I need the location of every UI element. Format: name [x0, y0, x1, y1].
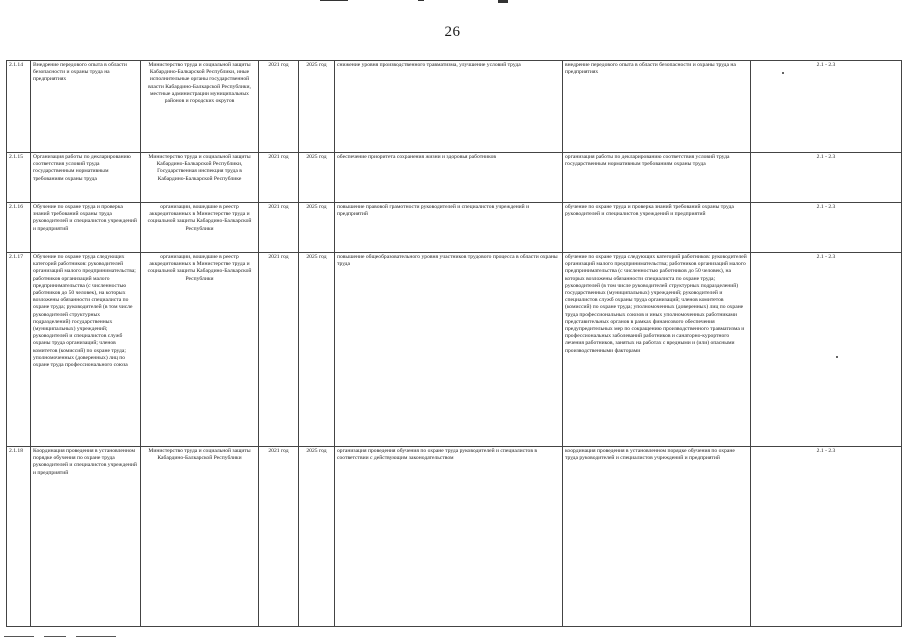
end-year: 2025 год: [299, 447, 335, 627]
scan-speck: [836, 356, 838, 358]
table-row: [7, 253, 902, 447]
end-year: 2025 год: [299, 203, 335, 253]
table-row: [7, 61, 902, 153]
expected-result: обеспечение приоритета сохранения жизни и здоровья работников: [335, 153, 563, 203]
end-year: 2025 год: [299, 61, 335, 153]
activity-content: обучение по охране труда следующих категорий работников: руководителей организаций малого предпринимательства; работников организаций малого предпринимательства (с численностью работников до 50 человек), на которых возложены обязанности специалиста по охране труда; руководителей (в том числе руководителей структурных подразделений) государственных (муниципальных) учреждений; руководителей и специалистов служб охраны труда организаций; членов комитетов (комиссий) по охране труда; уполномоченных (доверенных) лиц по охране труда профессиональных союзов и иных уполномоченных работниками представительных органов в рамках финансового обеспечения предупредительных мер по сокращению производственного травматизма и профессиональных заболеваний работников и санаторно-курортного лечения работников, занятых на работах с вредными и (или) опасными производственными факторами: [563, 253, 751, 447]
activity-name: Обучение по охране труда и проверка знаний требований охраны труда руководителей и специалистов учреждений и предприятий: [31, 203, 141, 253]
start-year: 2021 год: [259, 203, 299, 253]
executor: организации, вошедшие в реестр аккредитованных в Министерстве труда и социальной защиты Кабардино-Балкарской Республики: [141, 253, 259, 447]
activity-name: Организация работы по декларированию соответствия условий труда государственным нормативным требованиям охраны труда: [31, 153, 141, 203]
indicator-link: 2.1 - 2.3: [751, 153, 902, 203]
expected-result: организация проведения обучения по охране труда руководителей и специалистов в соответствии с действующим законодательством: [335, 447, 563, 627]
row-number: 2.1.15: [7, 153, 31, 203]
activity-content: обучение по охране труда и проверка знаний требований охраны труда руководителей и специалистов учреждений и предприятий: [563, 203, 751, 253]
row-number: 2.1.16: [7, 203, 31, 253]
start-year: 2021 год: [259, 153, 299, 203]
executor: организации, вошедшие в реестр аккредитованных в Министерстве труда и социальной защиты Кабардино-Балкарской Республики: [141, 203, 259, 253]
activity-name: Координация проведения в установленном порядке обучения по охране труда руководителей и специалистов учреждений и предприятий: [31, 447, 141, 627]
indicator-link: 2.1 - 2.3: [751, 447, 902, 627]
executor: Министерство труда и социальной защиты Кабардино-Балкарской Республики, Государственная инспекция труда в Кабардино-Балкарской Республике: [141, 153, 259, 203]
top-scan-marks: [300, 0, 600, 3]
expected-result: снижение уровня производственного травматизма, улучшение условий труда: [335, 61, 563, 153]
activity-plan-table: [6, 60, 902, 627]
activity-name: Обучение по охране труда следующих категорий работников: руководителей организаций малого предпринимательства; работников организаций малого предпринимательства (с численностью работников до 50 человек), на которых возложены обязанности специалиста по охране труда; руководителей (в том числе руководителей структурных подразделений) государственных (муниципальных) учреждений; руководителей и специалистов служб охраны труда организаций; членов комитетов (комиссий) по охране труда; уполномоченных (доверенных) лиц по охране труда профессионального союза: [31, 253, 141, 447]
row-number: 2.1.18: [7, 447, 31, 627]
expected-result: повышение правовой грамотности руководителей и специалистов учреждений и предприятий: [335, 203, 563, 253]
end-year: 2025 год: [299, 153, 335, 203]
executor: Министерство труда и социальной защиты Кабардино-Балкарской Республики, иные исполнительные органы государственной власти Кабардино-Балкарской Республики, местные администрации муниципальных районов и городских округов: [141, 61, 259, 153]
indicator-link: 2.1 - 2.3: [751, 253, 902, 447]
indicator-link: 2.1 - 2.3: [751, 61, 902, 153]
executor: Министерство труда и социальной защиты Кабардино-Балкарской Республики: [141, 447, 259, 627]
activity-content: координация проведения в установленном порядке обучения по охране труда руководителей и специалистов учреждений и предприятий: [563, 447, 751, 627]
table-row: [7, 153, 902, 203]
expected-result: повышение общеобразовательного уровня участников трудового процесса в области охраны труда: [335, 253, 563, 447]
bottom-scan-marks: [0, 636, 140, 639]
scan-speck: [782, 72, 784, 74]
table-row: [7, 447, 902, 627]
table-row: [7, 203, 902, 253]
page-number: 26: [444, 24, 461, 40]
start-year: 2021 год: [259, 447, 299, 627]
activity-content: внедрение передового опыта в области безопасности и охраны труда на предприятиях: [563, 61, 751, 153]
start-year: 2021 год: [259, 61, 299, 153]
row-number: 2.1.14: [7, 61, 31, 153]
end-year: 2025 год: [299, 253, 335, 447]
row-number: 2.1.17: [7, 253, 31, 447]
start-year: 2021 год: [259, 253, 299, 447]
indicator-link: 2.1 - 2.3: [751, 203, 902, 253]
activity-content: организация работы по декларированию соответствия условий труда государственным нормативным требованиям охраны труда: [563, 153, 751, 203]
activity-name: Внедрение передового опыта в области безопасности и охраны труда на предприятиях: [31, 61, 141, 153]
